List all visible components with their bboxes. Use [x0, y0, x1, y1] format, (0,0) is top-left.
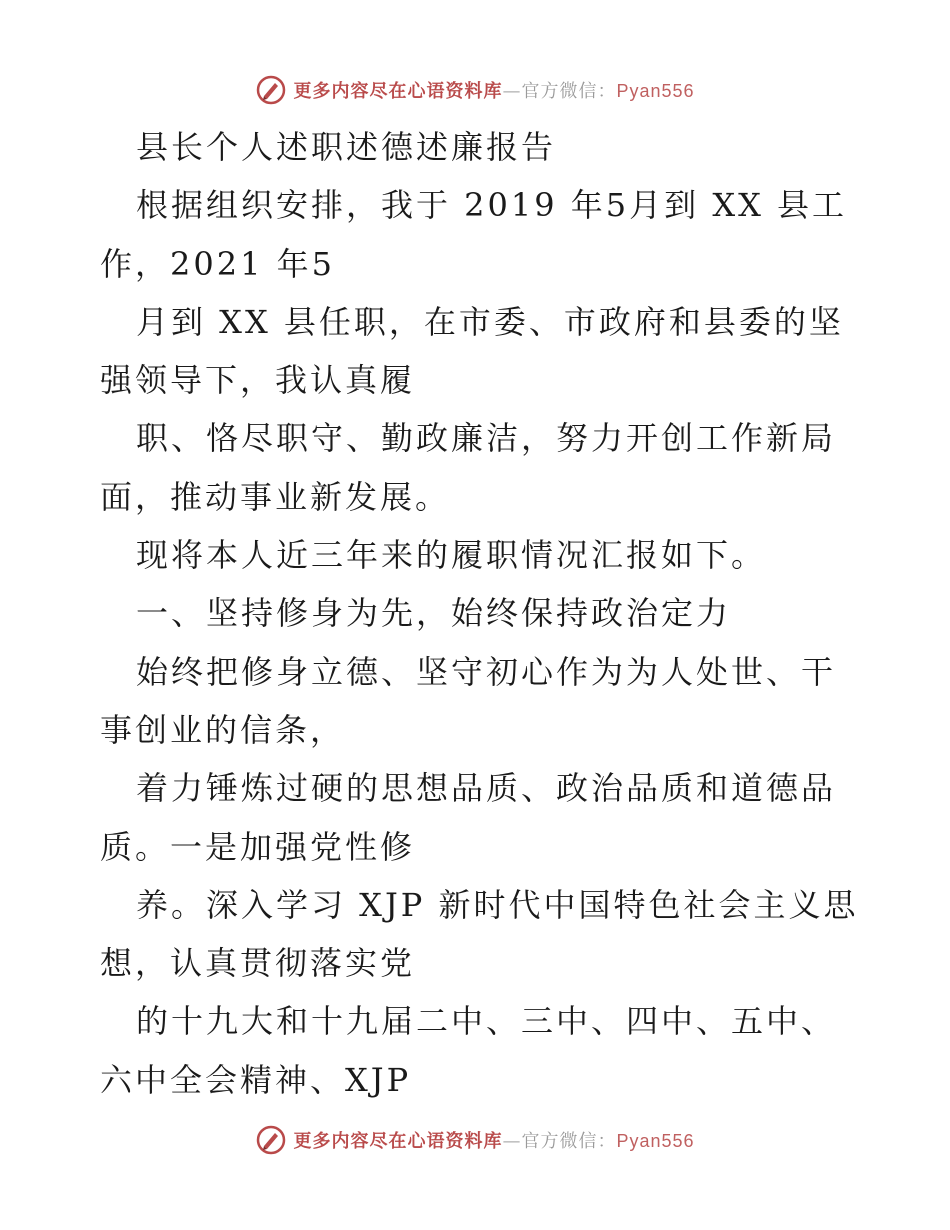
watermark-separator: — — [502, 81, 522, 102]
watermark-wechat-label: 官方微信： — [521, 81, 617, 102]
paragraph: 的十九大和十九届二中、三中、四中、五中、六中全会精神、XJP — [100, 1002, 837, 1099]
paragraph: 现将本人近三年来的履职情况汇报如下。 — [136, 536, 767, 575]
document-body — [100, 118, 860, 1109]
brush-pen-logo-icon — [255, 74, 287, 106]
watermark-separator: — — [502, 1131, 522, 1152]
header-watermark — [0, 70, 950, 110]
footer-watermark — [0, 1120, 950, 1160]
watermark-account: Pyan556 — [616, 1131, 695, 1151]
paragraph: 月到 XX 县任职，在市委、市政府和县委的坚强领导下，我认真履 — [100, 302, 844, 400]
paragraph: 职、恪尽职守、勤政廉洁，努力开创工作新局面，推动事业新发展。 — [100, 419, 837, 516]
paragraph: 着力锤炼过硬的思想品质、政治品质和道德品质。一是加强党性修 — [100, 769, 837, 866]
paragraph: 养。深入学习 XJP 新时代中国特色社会主义思想，认真贯彻落实党 — [100, 885, 859, 983]
paragraph: 始终把修身立德、坚守初心作为为人处世、干事创业的信条， — [100, 652, 837, 749]
brush-pen-logo-icon — [255, 1124, 287, 1156]
watermark-brand: 更多内容尽在心语资料库 — [293, 81, 503, 102]
document-title: 县长个人述职述德述廉报告 — [136, 128, 557, 166]
watermark-brand: 更多内容尽在心语资料库 — [293, 1131, 503, 1152]
paragraph: 根据组织安排，我于 2019 年5月到 XX 县工作，2021 年5 — [100, 186, 848, 283]
watermark-wechat-label: 官方微信： — [521, 1131, 617, 1152]
watermark-account: Pyan556 — [616, 81, 695, 101]
section-heading: 一、坚持修身为先，始终保持政治定力 — [136, 594, 732, 633]
